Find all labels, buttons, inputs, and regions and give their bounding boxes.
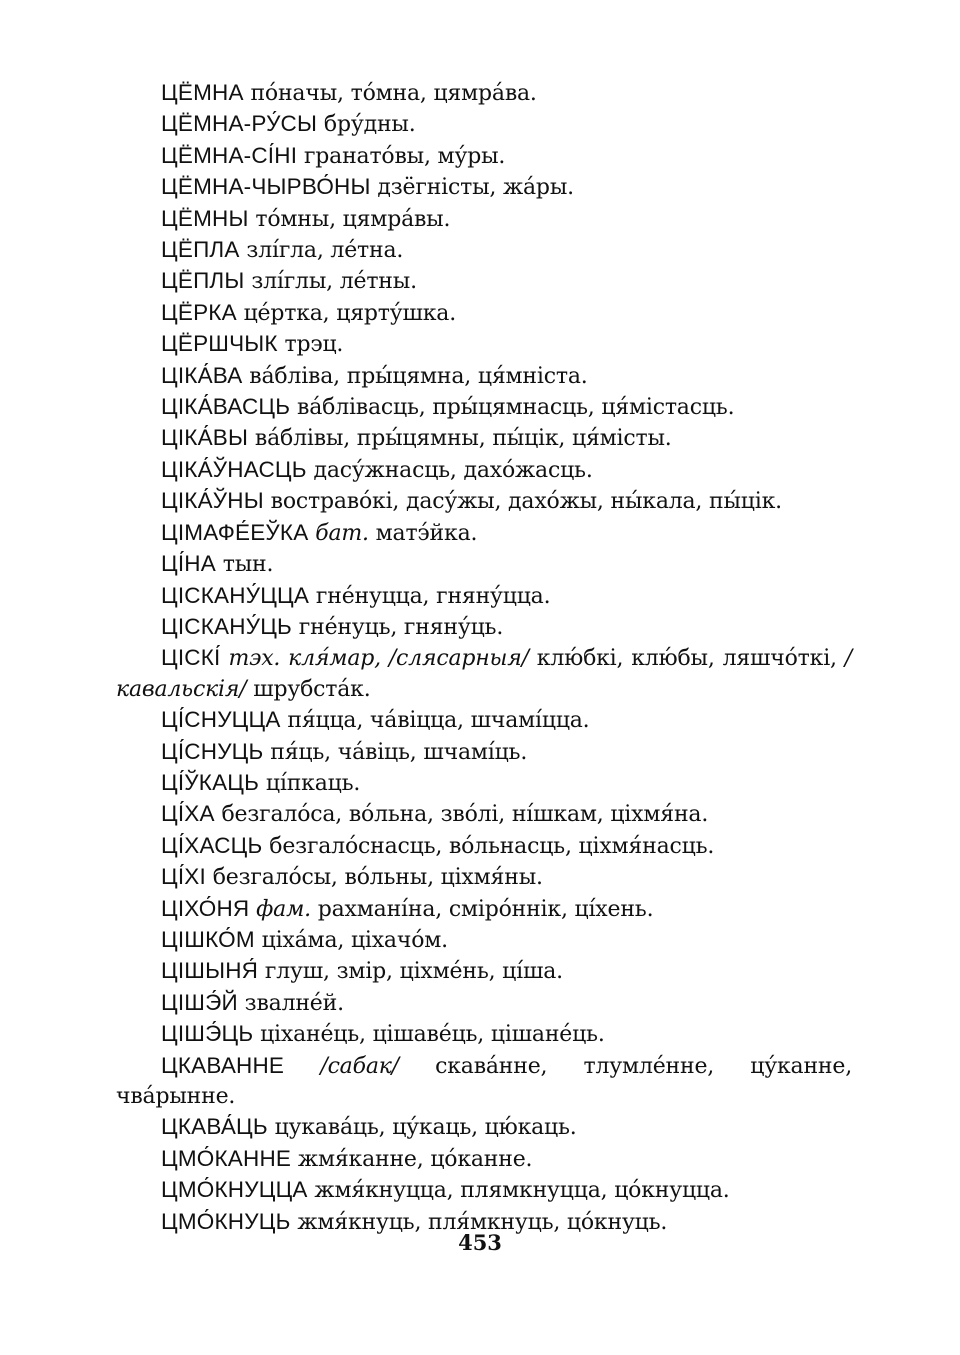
dictionary-entry [116, 455, 852, 486]
usage-label: бат. [308, 520, 369, 546]
synonyms: це́ртка, цярту́шка. [236, 300, 457, 326]
synonyms: шрубста́к. [246, 676, 371, 702]
synonyms: скава́нне, тлумле́нне, цу́канне, чва́рынне. [116, 1053, 853, 1109]
headword: ЦІКА́ВЫ [161, 425, 249, 451]
headword: ЦІСКАНУ́ЦЦА [161, 582, 310, 608]
synonyms: ціха́ма, ціхачо́м. [254, 927, 448, 953]
synonyms: гранато́вы, му́ры. [297, 143, 506, 169]
dictionary-entry [116, 1051, 852, 1113]
dictionary-entry [116, 1112, 852, 1143]
headword: ЦЁПЛЫ [161, 268, 245, 294]
usage-label: тэх. кля́мар, /слясарныя/ [220, 646, 529, 672]
synonyms: пя́ць, ча́віць, шчамі́ць. [263, 739, 528, 765]
headword: ЦКАВАННЕ [161, 1052, 285, 1078]
dictionary-entry [116, 423, 852, 454]
synonyms: ва́блівы, пры́цямны, пы́цік, ця́місты. [248, 426, 672, 452]
dictionary-entry [116, 988, 852, 1019]
dictionary-entry [116, 204, 852, 235]
synonyms: жмя́кнуцца, плямкнуцца, цо́кнуцца. [307, 1178, 730, 1204]
headword: ЦІКА́ВА [161, 362, 243, 388]
usage-label: фам. [249, 896, 311, 922]
headword: ЦМО́КНУЦЦА [161, 1177, 308, 1203]
dictionary-entry [116, 392, 852, 423]
dictionary-entry [116, 329, 852, 360]
dictionary-entry [116, 894, 852, 925]
dictionary-entry [116, 141, 852, 172]
dictionary-entry [116, 768, 852, 799]
headword: ЦМО́КАННЕ [161, 1145, 292, 1171]
headword: ЦЁМНА-ЧЫРВО́НЫ [161, 174, 371, 200]
headword: ЦЁМНА [161, 80, 244, 105]
headword: ЦІХО́НЯ [161, 895, 250, 921]
headword: ЦІШЫНЯ́ [161, 958, 259, 984]
headword: ЦІСКІ́ [161, 645, 221, 671]
dictionary-entry [116, 172, 852, 203]
dictionary-entry [116, 737, 852, 768]
headword: ЦЁРШЧЫК [161, 331, 278, 357]
headword: ЦІ́ХАСЦЬ [161, 832, 263, 858]
dictionary-entry [116, 361, 852, 392]
dictionary-entry [116, 298, 852, 329]
synonyms: жмя́кнуць, пля́мкнуць, цо́кнуць. [290, 1209, 668, 1235]
synonyms: гне́нуць, гняну́ць. [292, 614, 504, 640]
synonyms: рахмані́на, сміро́ннік, ці́хень. [310, 896, 654, 922]
headword: ЦІ́СНУЦЦА [161, 707, 281, 733]
synonyms: звалне́й. [237, 990, 344, 1016]
headword: ЦЁРКА [161, 299, 237, 325]
dictionary-entry [116, 643, 852, 705]
headword: ЦІШЭ́ЦЬ [161, 1021, 254, 1047]
headword: ЦІШЭ́Й [161, 989, 238, 1015]
dictionary-entry [116, 612, 852, 643]
usage-label: /кавальскія/ [116, 646, 852, 702]
synonyms: цукава́ць, цу́каць, цю́каць. [267, 1115, 577, 1141]
headword: ЦЁМНА-РУ́СЫ [161, 111, 318, 137]
synonyms: тын. [215, 552, 274, 578]
headword: ЦІКА́ЎНАСЦЬ [161, 456, 307, 482]
dictionary-entry [116, 1019, 852, 1050]
dictionary-entry [116, 1175, 852, 1206]
synonyms: жмя́канне, цо́канне. [291, 1146, 533, 1172]
synonyms: трэц. [277, 332, 344, 358]
synonyms: дасу́жнасць, дахо́жасць. [306, 457, 593, 483]
headword: ЦІ́НА [161, 551, 216, 577]
synonyms: по́начы, то́мна, цямра́ва. [243, 81, 537, 106]
headword: ЦЁПЛА [161, 237, 240, 263]
synonyms: глуш, змір, ціхме́нь, ці́ша. [258, 959, 563, 985]
dictionary-entry [116, 581, 852, 612]
headword: ЦМО́КНУЦЬ [161, 1208, 291, 1234]
headword: ЦЁМНЫ [161, 205, 249, 231]
synonyms: злі́гла, ле́тна. [239, 238, 404, 264]
headword: ЦІСКАНУ́ЦЬ [161, 613, 293, 639]
headword: ЦІКА́ВАСЦЬ [161, 394, 291, 420]
dictionary-entry [116, 1144, 852, 1175]
dictionary-entry [116, 549, 852, 580]
synonyms: ва́блівасць, пры́цямнасць, ця́містасць. [290, 395, 735, 421]
headword: ЦІ́ЎКАЦЬ [161, 769, 260, 795]
headword: ЦІШКО́М [161, 926, 255, 952]
dictionary-entry [116, 799, 852, 830]
synonyms: злі́глы, ле́тны. [244, 269, 417, 295]
dictionary-entry [116, 518, 852, 549]
dictionary-entry [116, 925, 852, 956]
dictionary-entry [116, 705, 852, 736]
dictionary-entry [116, 486, 852, 517]
synonyms: безгало́сы, во́льны, ціхмя́ны. [205, 865, 543, 891]
usage-label: /сабак/ [284, 1053, 399, 1079]
dictionary-entry [116, 266, 852, 297]
synonyms: ці́пкаць. [259, 770, 361, 796]
headword: ЦІ́ХА [161, 801, 215, 827]
headword: ЦКАВА́ЦЬ [161, 1114, 268, 1140]
dictionary-entry [116, 831, 852, 862]
headword: ЦІМАФЕ́ЕЎКА [161, 519, 309, 545]
page-number: 453 [458, 1230, 502, 1255]
entry-list [116, 78, 852, 1238]
headword: ЦІ́СНУЦЬ [161, 738, 264, 764]
synonyms: клю́бкі, клю́бы, ляшчо́ткі, [528, 646, 845, 672]
synonyms: бру́дны. [317, 112, 416, 138]
headword: ЦІ́ХІ [161, 864, 206, 890]
dictionary-entry [116, 78, 852, 109]
dictionary-entry [116, 109, 852, 140]
synonyms: ціхане́ць, цішаве́ць, цішане́ць. [253, 1022, 605, 1048]
dictionary-entry [116, 956, 852, 987]
synonyms: востраво́кі, дасу́жы, дахо́жы, ны́кала, пы́цік. [263, 489, 782, 515]
synonyms: гне́нуцца, гняну́цца. [309, 583, 551, 609]
synonyms: дзёгністы, жа́ры. [370, 175, 574, 201]
headword: ЦІКА́ЎНЫ [161, 488, 264, 514]
dictionary-entry [116, 235, 852, 266]
headword: ЦЁМНА-СІ́НІ [161, 142, 298, 168]
synonyms: ва́бліва, пры́цямна, ця́мніста. [242, 363, 588, 389]
synonyms: безгало́са, во́льна, зво́лі, ні́шкам, ціхмя́на. [214, 802, 709, 828]
synonyms: матэ́йка. [368, 520, 478, 546]
synonyms: безгало́снасць, во́льнасць, ціхмя́насць. [262, 833, 715, 859]
dictionary-entry [116, 862, 852, 893]
synonyms: пя́цца, ча́віцца, шчамі́цца. [280, 708, 590, 734]
synonyms: то́мны, цямра́вы. [248, 206, 451, 232]
